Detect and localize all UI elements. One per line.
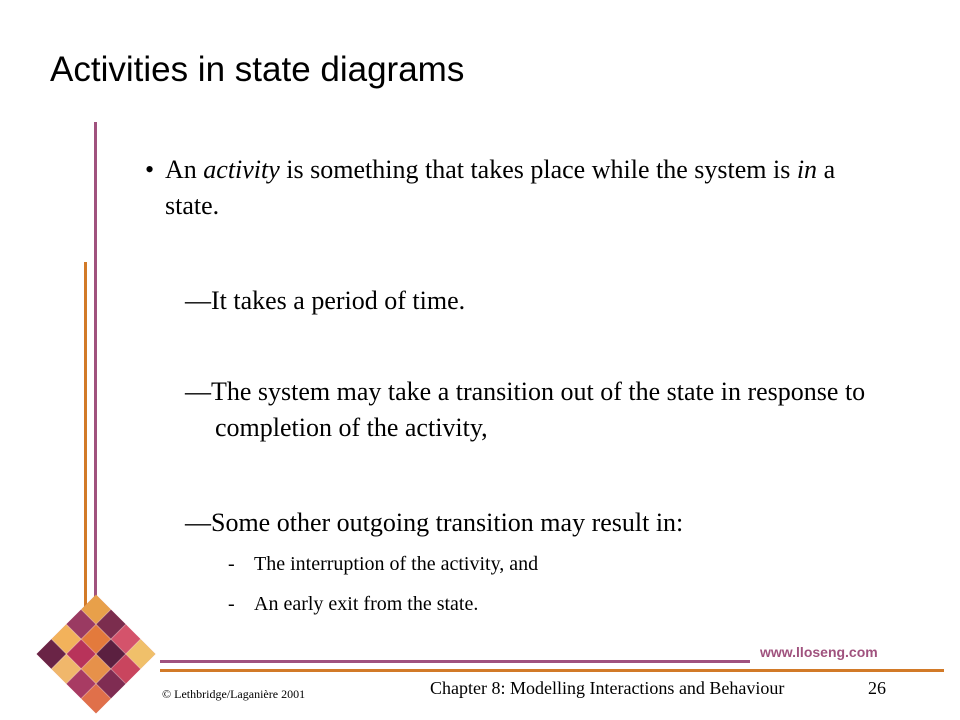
footer-url: www.lloseng.com — [760, 644, 878, 660]
decorative-vertical-line-purple — [94, 122, 97, 626]
dash-item-transition — [185, 374, 875, 446]
sub-item-text: An early exit from the state. — [254, 593, 479, 615]
slide-title: Activities in state diagrams — [50, 50, 465, 89]
decorative-vertical-line-orange — [84, 262, 87, 616]
footer-copyright: © Lethbridge/Laganière 2001 — [162, 687, 306, 701]
bullet-text-intro: An — [165, 155, 204, 184]
footer-page-number: 26 — [868, 678, 886, 698]
bullet-marker: • — [145, 155, 155, 184]
decorative-horizontal-line-orange — [160, 669, 944, 672]
dash-item-period — [185, 283, 875, 319]
sub-item-interruption — [228, 551, 538, 577]
bullet-text-middle: is something that takes place while the system is — [279, 155, 797, 184]
bullet-activity-definition — [145, 152, 885, 224]
dash-item-outgoing — [185, 505, 875, 541]
dash-item-text: —Some other outgoing transition may result in: — [185, 508, 684, 537]
dash-item-text: —It takes a period of time. — [185, 286, 466, 315]
bullet-text-end: a state. — [165, 155, 836, 220]
patchwork-diamond-logo-icon — [34, 592, 158, 716]
sub-item-early-exit — [228, 591, 478, 617]
footer-chapter-title: Chapter 8: Modelling Interactions and Behaviour — [430, 678, 785, 698]
sub-item-hyphen: - — [228, 553, 235, 575]
sub-item-hyphen: - — [228, 593, 235, 615]
decorative-horizontal-line-purple — [160, 660, 750, 663]
bullet-text-emphasis-in: in — [796, 155, 818, 184]
dash-item-text: —The system may take a transition out of the state in response to completion of the activity, — [185, 377, 866, 442]
sub-item-text: The interruption of the activity, and — [254, 553, 539, 575]
bullet-text-emphasis-activity: activity — [203, 155, 280, 184]
